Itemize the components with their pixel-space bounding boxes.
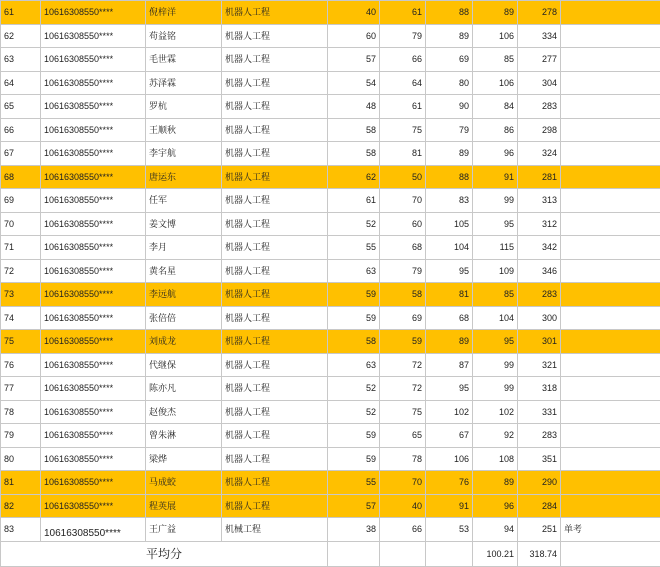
row-number: 80 — [1, 447, 41, 471]
total-score: 334 — [518, 24, 561, 48]
score-2: 78 — [380, 447, 426, 471]
major: 机械工程 — [222, 518, 328, 542]
score-2: 40 — [380, 494, 426, 518]
score-3: 106 — [426, 447, 473, 471]
major: 机器人工程 — [222, 306, 328, 330]
exam-id: 10616308550**** — [41, 95, 146, 119]
major: 机器人工程 — [222, 118, 328, 142]
table-row — [1, 424, 660, 448]
score-3: 104 — [426, 236, 473, 260]
note — [561, 24, 660, 48]
score-4: 84 — [473, 95, 518, 119]
row-number: 83 — [1, 518, 41, 542]
exam-id: 10616308550**** — [41, 259, 146, 283]
score-1: 60 — [328, 24, 380, 48]
total-score: 342 — [518, 236, 561, 260]
score-4: 85 — [473, 283, 518, 307]
table-row — [1, 400, 660, 424]
exam-id: 10616308550**** — [41, 447, 146, 471]
note — [561, 95, 660, 119]
row-number: 74 — [1, 306, 41, 330]
average-label: 平均分 — [1, 541, 328, 566]
score-4: 109 — [473, 259, 518, 283]
score-4: 115 — [473, 236, 518, 260]
table-row — [1, 142, 660, 166]
total-score: 283 — [518, 283, 561, 307]
average-total: 318.74 — [518, 541, 561, 566]
score-2: 72 — [380, 377, 426, 401]
score-1: 63 — [328, 259, 380, 283]
total-score: 351 — [518, 447, 561, 471]
student-name: 王广益 — [146, 518, 222, 542]
score-4: 85 — [473, 48, 518, 72]
row-number: 70 — [1, 212, 41, 236]
note — [561, 236, 660, 260]
score-3: 79 — [426, 118, 473, 142]
exam-id: 10616308550**** — [41, 306, 146, 330]
total-score: 331 — [518, 400, 561, 424]
note — [561, 377, 660, 401]
score-2: 79 — [380, 24, 426, 48]
score-4: 96 — [473, 494, 518, 518]
score-2: 58 — [380, 283, 426, 307]
score-1: 58 — [328, 142, 380, 166]
table-row — [1, 283, 660, 307]
score-4: 106 — [473, 24, 518, 48]
table-row — [1, 48, 660, 72]
student-name: 苏泽霖 — [146, 71, 222, 95]
score-4: 91 — [473, 165, 518, 189]
note — [561, 1, 660, 25]
row-number: 71 — [1, 236, 41, 260]
note — [561, 400, 660, 424]
average-empty-cell — [328, 541, 380, 566]
score-1: 52 — [328, 212, 380, 236]
score-2: 60 — [380, 212, 426, 236]
score-1: 58 — [328, 330, 380, 354]
score-1: 57 — [328, 494, 380, 518]
total-score: 283 — [518, 95, 561, 119]
score-3: 69 — [426, 48, 473, 72]
table-row — [1, 518, 660, 542]
score-3: 87 — [426, 353, 473, 377]
major: 机器人工程 — [222, 330, 328, 354]
score-2: 75 — [380, 400, 426, 424]
total-score: 251 — [518, 518, 561, 542]
table-row — [1, 447, 660, 471]
score-1: 58 — [328, 118, 380, 142]
score-1: 55 — [328, 236, 380, 260]
row-number: 78 — [1, 400, 41, 424]
table-row — [1, 212, 660, 236]
note — [561, 48, 660, 72]
average-empty-cell — [426, 541, 473, 566]
major: 机器人工程 — [222, 353, 328, 377]
student-name: 曾朱淋 — [146, 424, 222, 448]
row-number: 65 — [1, 95, 41, 119]
score-1: 59 — [328, 424, 380, 448]
score-3: 67 — [426, 424, 473, 448]
row-number: 63 — [1, 48, 41, 72]
student-name: 毛世霖 — [146, 48, 222, 72]
total-score: 313 — [518, 189, 561, 213]
score-3: 89 — [426, 142, 473, 166]
score-2: 79 — [380, 259, 426, 283]
major: 机器人工程 — [222, 377, 328, 401]
major: 机器人工程 — [222, 283, 328, 307]
total-score: 298 — [518, 118, 561, 142]
exam-id: 10616308550**** — [41, 165, 146, 189]
major: 机器人工程 — [222, 48, 328, 72]
table-row — [1, 71, 660, 95]
student-name: 唐运东 — [146, 165, 222, 189]
score-1: 54 — [328, 71, 380, 95]
student-name: 倪梓洋 — [146, 1, 222, 25]
total-score: 281 — [518, 165, 561, 189]
table-row — [1, 306, 660, 330]
average-empty-cell — [561, 541, 660, 566]
major: 机器人工程 — [222, 400, 328, 424]
student-name: 苟益铭 — [146, 24, 222, 48]
score-4: 99 — [473, 353, 518, 377]
score-4: 86 — [473, 118, 518, 142]
total-score: 278 — [518, 1, 561, 25]
row-number: 61 — [1, 1, 41, 25]
total-score: 301 — [518, 330, 561, 354]
major: 机器人工程 — [222, 142, 328, 166]
score-3: 95 — [426, 259, 473, 283]
score-3: 68 — [426, 306, 473, 330]
exam-id: 10616308550**** — [41, 471, 146, 495]
row-number: 73 — [1, 283, 41, 307]
row-number: 75 — [1, 330, 41, 354]
major: 机器人工程 — [222, 236, 328, 260]
table-row — [1, 471, 660, 495]
score-1: 62 — [328, 165, 380, 189]
note — [561, 353, 660, 377]
major: 机器人工程 — [222, 95, 328, 119]
score-1: 59 — [328, 447, 380, 471]
table-row — [1, 353, 660, 377]
exam-id: 10616308550**** — [41, 212, 146, 236]
score-2: 61 — [380, 95, 426, 119]
student-name: 马成蛟 — [146, 471, 222, 495]
score-2: 81 — [380, 142, 426, 166]
score-2: 69 — [380, 306, 426, 330]
score-3: 91 — [426, 494, 473, 518]
student-name: 梁烨 — [146, 447, 222, 471]
row-number: 64 — [1, 71, 41, 95]
score-4: 96 — [473, 142, 518, 166]
student-name: 陈亦凡 — [146, 377, 222, 401]
exam-id: 10616308550**** — [41, 494, 146, 518]
exam-id: 10616308550**** — [41, 142, 146, 166]
score-1: 55 — [328, 471, 380, 495]
table-row — [1, 330, 660, 354]
score-3: 105 — [426, 212, 473, 236]
major: 机器人工程 — [222, 165, 328, 189]
note — [561, 71, 660, 95]
score-4: 102 — [473, 400, 518, 424]
score-3: 88 — [426, 165, 473, 189]
note: 单考 — [561, 518, 660, 542]
row-number: 68 — [1, 165, 41, 189]
student-name: 王顺秋 — [146, 118, 222, 142]
total-score: 290 — [518, 471, 561, 495]
score-2: 75 — [380, 118, 426, 142]
note — [561, 283, 660, 307]
major: 机器人工程 — [222, 424, 328, 448]
score-1: 61 — [328, 189, 380, 213]
score-4: 89 — [473, 1, 518, 25]
score-2: 66 — [380, 518, 426, 542]
exam-id: 10616308550**** — [41, 424, 146, 448]
total-score: 304 — [518, 71, 561, 95]
exam-id: 10616308550**** — [41, 330, 146, 354]
table-row — [1, 259, 660, 283]
score-2: 65 — [380, 424, 426, 448]
total-score: 277 — [518, 48, 561, 72]
exam-id: 10616308550**** — [41, 1, 146, 25]
table-row — [1, 236, 660, 260]
exam-id: 10616308550**** — [41, 48, 146, 72]
major: 机器人工程 — [222, 24, 328, 48]
student-name: 赵俊杰 — [146, 400, 222, 424]
score-3: 80 — [426, 71, 473, 95]
exam-id: 10616308550**** — [41, 118, 146, 142]
major: 机器人工程 — [222, 259, 328, 283]
score-4: 99 — [473, 377, 518, 401]
note — [561, 259, 660, 283]
row-number: 82 — [1, 494, 41, 518]
score-4: 95 — [473, 212, 518, 236]
score-3: 88 — [426, 1, 473, 25]
row-number: 72 — [1, 259, 41, 283]
score-3: 102 — [426, 400, 473, 424]
note — [561, 306, 660, 330]
table-row — [1, 118, 660, 142]
student-name: 李远航 — [146, 283, 222, 307]
score-4: 92 — [473, 424, 518, 448]
score-4: 94 — [473, 518, 518, 542]
score-3: 76 — [426, 471, 473, 495]
student-name: 姜文博 — [146, 212, 222, 236]
note — [561, 471, 660, 495]
total-score: 312 — [518, 212, 561, 236]
note — [561, 330, 660, 354]
student-name: 程英展 — [146, 494, 222, 518]
row-number: 81 — [1, 471, 41, 495]
note — [561, 212, 660, 236]
score-1: 59 — [328, 283, 380, 307]
score-2: 72 — [380, 353, 426, 377]
total-score: 284 — [518, 494, 561, 518]
score-4: 104 — [473, 306, 518, 330]
student-name: 罗杭 — [146, 95, 222, 119]
student-name: 李月 — [146, 236, 222, 260]
total-score: 300 — [518, 306, 561, 330]
average-empty-cell — [380, 541, 426, 566]
score-2: 61 — [380, 1, 426, 25]
row-number: 77 — [1, 377, 41, 401]
score-3: 89 — [426, 24, 473, 48]
average-score4: 100.21 — [473, 541, 518, 566]
score-2: 50 — [380, 165, 426, 189]
table-row — [1, 165, 660, 189]
row-number: 62 — [1, 24, 41, 48]
exam-id: 10616308550**** — [41, 353, 146, 377]
table-row — [1, 24, 660, 48]
score-1: 59 — [328, 306, 380, 330]
note — [561, 189, 660, 213]
score-4: 108 — [473, 447, 518, 471]
score-3: 81 — [426, 283, 473, 307]
score-3: 83 — [426, 189, 473, 213]
student-name: 任军 — [146, 189, 222, 213]
exam-id: 10616308550**** — [41, 283, 146, 307]
table-body — [1, 1, 660, 542]
major: 机器人工程 — [222, 212, 328, 236]
student-name: 李宇航 — [146, 142, 222, 166]
score-3: 90 — [426, 95, 473, 119]
student-name: 黄名星 — [146, 259, 222, 283]
table-row — [1, 1, 660, 25]
total-score: 318 — [518, 377, 561, 401]
table-row — [1, 494, 660, 518]
exam-id: 10616308550**** — [41, 189, 146, 213]
score-1: 52 — [328, 377, 380, 401]
score-4: 89 — [473, 471, 518, 495]
row-number: 79 — [1, 424, 41, 448]
exam-id: 10616308550**** — [41, 400, 146, 424]
score-2: 70 — [380, 189, 426, 213]
major: 机器人工程 — [222, 471, 328, 495]
row-number: 69 — [1, 189, 41, 213]
score-2: 64 — [380, 71, 426, 95]
note — [561, 118, 660, 142]
score-1: 48 — [328, 95, 380, 119]
score-3: 53 — [426, 518, 473, 542]
score-4: 99 — [473, 189, 518, 213]
score-1: 57 — [328, 48, 380, 72]
row-number: 76 — [1, 353, 41, 377]
score-3: 89 — [426, 330, 473, 354]
exam-id: 10616308550**** — [41, 377, 146, 401]
exam-id: 10616308550**** — [41, 236, 146, 260]
exam-id: 10616308550**** — [41, 24, 146, 48]
note — [561, 447, 660, 471]
score-3: 95 — [426, 377, 473, 401]
average-row — [1, 541, 660, 566]
exam-id: 10616308550**** — [41, 71, 146, 95]
total-score: 346 — [518, 259, 561, 283]
student-name: 张倍倍 — [146, 306, 222, 330]
student-name: 刘成龙 — [146, 330, 222, 354]
score-2: 70 — [380, 471, 426, 495]
score-4: 106 — [473, 71, 518, 95]
major: 机器人工程 — [222, 1, 328, 25]
score-1: 40 — [328, 1, 380, 25]
major: 机器人工程 — [222, 447, 328, 471]
row-number: 67 — [1, 142, 41, 166]
table-row — [1, 95, 660, 119]
total-score: 283 — [518, 424, 561, 448]
note — [561, 165, 660, 189]
score-2: 66 — [380, 48, 426, 72]
exam-id: 10616308550**** — [41, 518, 146, 542]
table-row — [1, 377, 660, 401]
score-1: 63 — [328, 353, 380, 377]
note — [561, 142, 660, 166]
score-2: 68 — [380, 236, 426, 260]
note — [561, 494, 660, 518]
major: 机器人工程 — [222, 71, 328, 95]
major: 机器人工程 — [222, 494, 328, 518]
score-2: 59 — [380, 330, 426, 354]
score-4: 95 — [473, 330, 518, 354]
total-score: 321 — [518, 353, 561, 377]
score-1: 52 — [328, 400, 380, 424]
student-name: 代继保 — [146, 353, 222, 377]
note — [561, 424, 660, 448]
table-row — [1, 189, 660, 213]
total-score: 324 — [518, 142, 561, 166]
score-1: 38 — [328, 518, 380, 542]
major: 机器人工程 — [222, 189, 328, 213]
row-number: 66 — [1, 118, 41, 142]
